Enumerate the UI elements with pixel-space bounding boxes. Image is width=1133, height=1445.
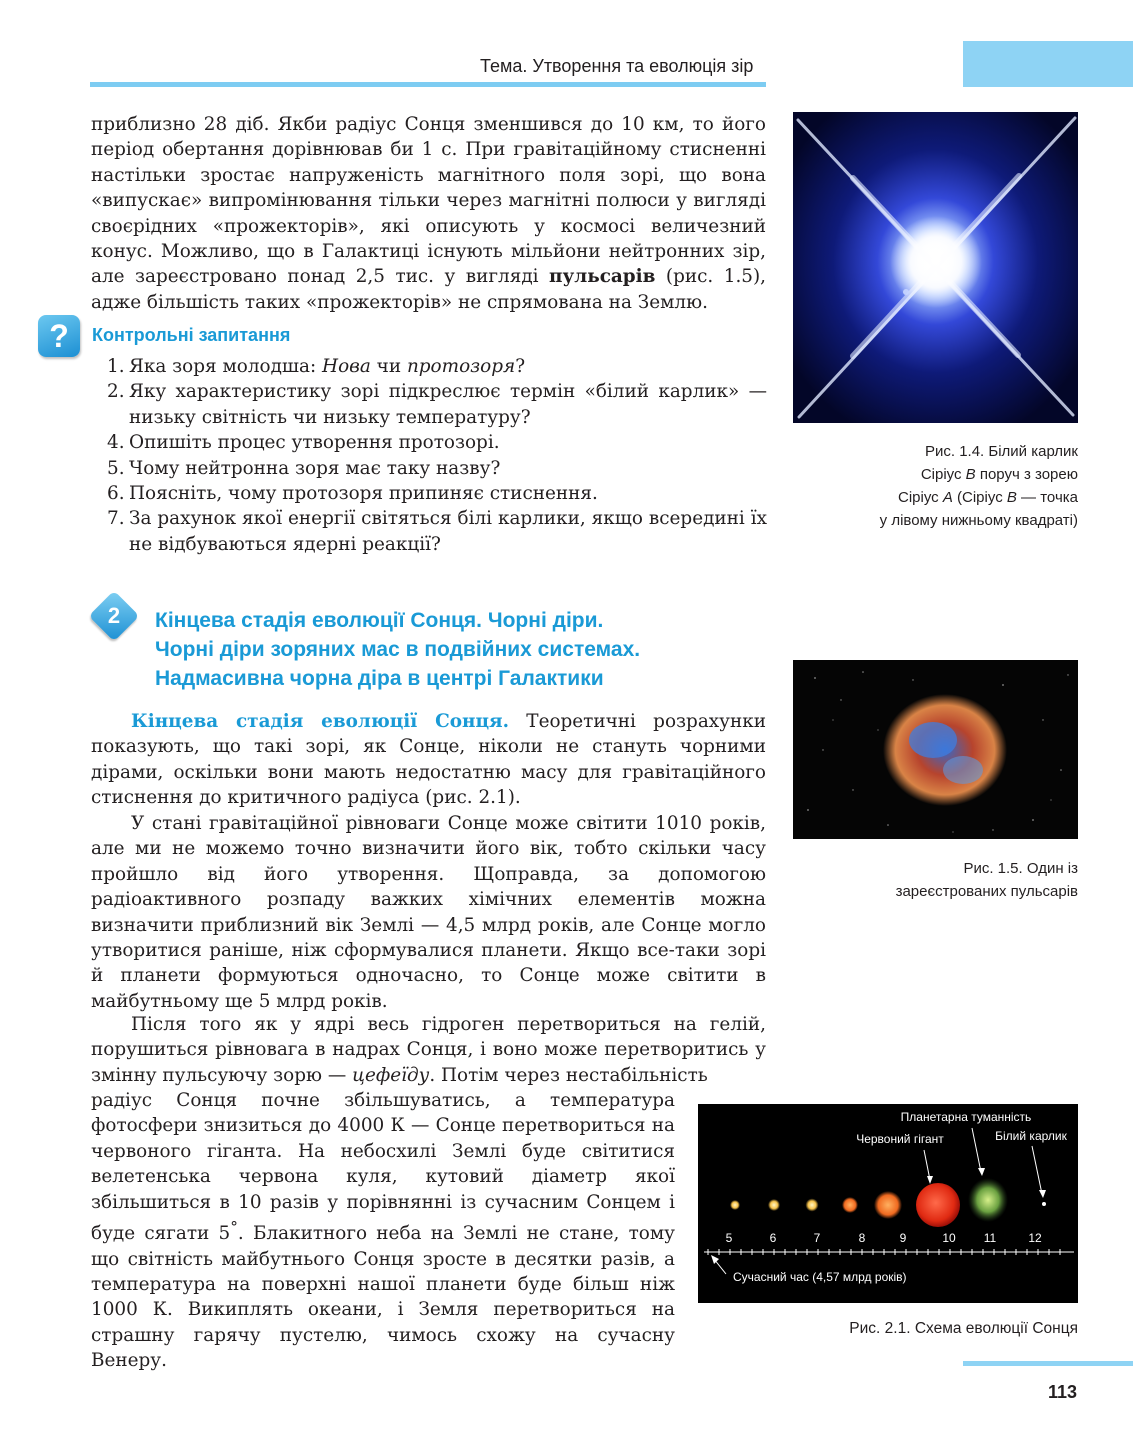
intro-paragraph: приблизно 28 діб. Якби радіус Сонця зменшився до 10 км, то його період обертання дорівнював би 1 с. При гравітаційному стисненні настільки зростає напруженість магнітного поля зорі, що вона «випускає» випромінювання тільки через магнітні полюси у вигляді своєрідних «прожекторів», які описують у космосі величезний конус. Можливо, що в Галактиці існують мільйони нейтронних зір, але зареєстровано понад 2,5 тис. у вигляді пульсарів (рис. 1.5), адже більшість таких «прожекторів» не спрямована на Землю.: [91, 114, 767, 313]
paragraph-cepheid: Після того як у ядрі весь гідроген перетвориться на гелій, порушиться рівновага в надрах Сонця, і воно може перетворитись у змінну пульсуючу зорю — цефеїду. Потім через нестабільність: [91, 1014, 766, 1086]
figure-sirius-white-dwarf: [793, 112, 1078, 423]
tick-label: 8: [858, 1231, 866, 1245]
figure-2-1-caption: Рис. 2.1. Схема еволюції Сонця: [849, 1320, 1078, 1337]
page-number: 113: [1047, 1382, 1077, 1402]
sun-evolution-diagram: [698, 1104, 1078, 1303]
red-giant-body: [916, 1183, 960, 1227]
sun-stage-6: [768, 1199, 780, 1211]
section-title: Кінцева стадія еволюції Сонця. Чорні діри. Чорні діри зоряних мас в подвійних системах. Надмасивна чорна діра в центрі Галактики: [155, 609, 641, 690]
sun-stage-7: [806, 1199, 819, 1212]
label-current-time: Сучасний час (4,57 млрд років): [733, 1270, 907, 1284]
question-item: 7. За рахунок якої енергії світяться білі карлики, якщо всередині їх не відбуваються ядерні реакції?: [107, 508, 767, 555]
question-item: 1. Яка зоря молодша: Нова чи протозоря?: [107, 356, 526, 377]
figure-1-4-caption: Рис. 1.4. Білий карлик Сіріус В поруч з зорею Сіріус А (Сіріус В — точка у лівому нижньому квадраті): [879, 443, 1078, 529]
question-item: 5. Чому нейтронна зоря має таку назву?: [107, 457, 501, 479]
pulsar-image: [793, 660, 1078, 839]
section-number: 2: [107, 603, 121, 628]
tick-label: 12: [1028, 1231, 1042, 1245]
planetary-nebula-body: [968, 1178, 1008, 1222]
term-pulsars: пульсарів: [549, 266, 656, 288]
sirius-image: [793, 112, 1078, 423]
sun-stage-5: [730, 1200, 740, 1210]
sun-stage-9: [874, 1191, 902, 1219]
figure-pulsar: [793, 660, 1078, 839]
white-dwarf-body: [1042, 1202, 1046, 1206]
question-icon: ?: [38, 315, 80, 357]
label-red-giant: Червоний гігант: [856, 1132, 944, 1146]
header-rule: [90, 82, 766, 87]
paragraph-equilibrium: У стані гравітаційної рівноваги Сонце може світити 1010 років, але ми не можемо точно визначити його вік, тобто скільки часу пройшло від його утворення. Щоправда, за допомогою радіоактивного розпаду важких хімічних елементів можна визначити приблизний вік Землі — 4,5 млрд років, але Сонце могло утворитися раніше, ніж сформувалися планети. Якщо все-таки зорі й планети формуються одночасно, то Сонце може світити в майбутньому ще 5 млрд років.: [91, 813, 766, 1012]
figure-sun-evolution-scheme: [698, 1104, 1078, 1303]
running-header-title: Тема. Утворення та еволюція зір: [480, 56, 754, 76]
question-item: 2. Яку характеристику зорі підкреслює термін «білий карлик» — низьку світність чи низьку температуру?: [107, 381, 767, 428]
sun-stage-8: [842, 1197, 858, 1213]
question-item: 6. Поясніть, чому протозоря припиняє стиснення.: [107, 483, 598, 505]
label-white-dwarf: Білий карлик: [995, 1129, 1067, 1143]
tick-label: 9: [899, 1231, 907, 1245]
paragraph-lead: Кінцева стадія еволюції Сонця.: [131, 711, 510, 732]
figure-1-5-caption: Рис. 1.5. Один із зареєстрованих пульсарів: [895, 860, 1078, 900]
questions-heading: Контрольні запитання: [92, 325, 291, 345]
tick-label: 7: [813, 1231, 821, 1245]
paragraph-red-giant: радіус Сонця почне збільшуватись, а температура фотосфери знизиться до 4000 К — Сонце перетвориться на червоного гіганта. На небосхилі Землі буде світитися велетенська червона куля, кутовий діаметр якої збільшиться в 10 разів у порівнянні із сучасним Сонцем і буде сягати 5°. Блакитного неба на Землі не стане, тому що світність майбутнього Сонця зросте в десятки разів, а температура на поверхні нашої планети буде більш ніж 1000 К. Википлять океани, і Земля перетвориться на страшну гарячу пустелю, чимось схожу на сучасну Венеру.: [91, 1090, 675, 1372]
tick-label: 5: [725, 1231, 733, 1245]
tick-label: 10: [942, 1231, 956, 1245]
footer-rule: [963, 1361, 1133, 1366]
paragraph-final-stage: Кінцева стадія еволюції Сонця. Теоретичні розрахунки показують, що такі зорі, як Сонце, ніколи не стануть чорними дірами, оскільки вони мають недостатню масу для гравітаційного стиснення до критичного радіуса (рис. 2.1).: [91, 711, 766, 809]
header-corner-block: [963, 41, 1133, 87]
label-planetary-nebula: Планетарна туманність: [900, 1110, 1032, 1124]
questions-list: [107, 354, 767, 557]
tick-label: 6: [769, 1231, 777, 1245]
question-item: 4. Опишіть процес утворення протозорі.: [107, 432, 500, 454]
tick-label: 11: [983, 1231, 997, 1245]
